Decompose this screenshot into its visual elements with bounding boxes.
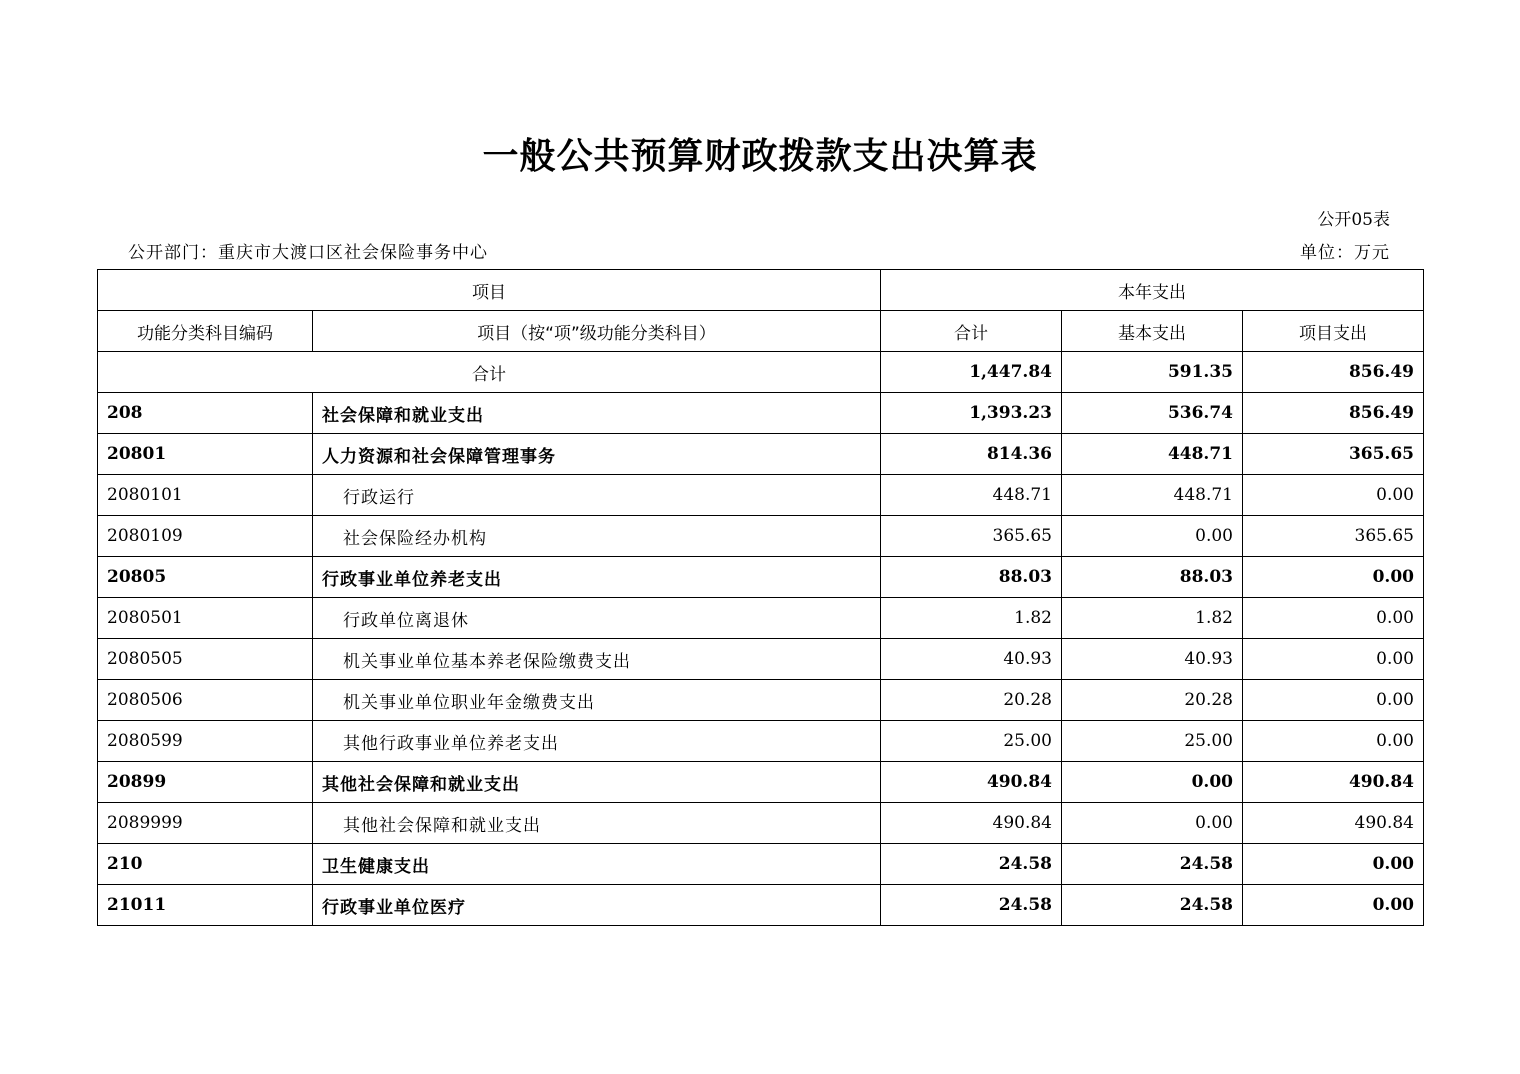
- row-total: 1,393.23: [881, 393, 1062, 434]
- row-project: 0.00: [1243, 680, 1424, 721]
- table-row: [98, 844, 1424, 885]
- row-total: 25.00: [881, 721, 1062, 762]
- row-item-name: 机关事业单位职业年金缴费支出: [313, 680, 881, 721]
- table-row: [98, 393, 1424, 434]
- row-project: 0.00: [1243, 557, 1424, 598]
- row-project: 490.84: [1243, 803, 1424, 844]
- row-code: 2080506: [98, 680, 313, 721]
- total-row-project: 856.49: [1243, 352, 1424, 393]
- row-total: 88.03: [881, 557, 1062, 598]
- row-item-name: 人力资源和社会保障管理事务: [313, 434, 881, 475]
- header-basic: 基本支出: [1062, 311, 1243, 352]
- table-row: [98, 680, 1424, 721]
- total-row-total: 1,447.84: [881, 352, 1062, 393]
- table-row: [98, 762, 1424, 803]
- table-row: [98, 557, 1424, 598]
- row-item-name: 行政事业单位养老支出: [313, 557, 881, 598]
- header-item-group: 项目: [98, 270, 881, 311]
- row-code: 2080599: [98, 721, 313, 762]
- total-row: [98, 352, 1424, 393]
- table-row: [98, 721, 1424, 762]
- row-item-name: 其他行政事业单位养老支出: [313, 721, 881, 762]
- row-project: 0.00: [1243, 721, 1424, 762]
- table-row: [98, 885, 1424, 926]
- row-basic: 40.93: [1062, 639, 1243, 680]
- row-basic: 536.74: [1062, 393, 1243, 434]
- table-row: [98, 516, 1424, 557]
- row-code: 208: [98, 393, 313, 434]
- row-total: 1.82: [881, 598, 1062, 639]
- table-number: 公开05表: [1317, 210, 1390, 230]
- row-code: 2080501: [98, 598, 313, 639]
- header-total: 合计: [881, 311, 1062, 352]
- header-project: 项目支出: [1243, 311, 1424, 352]
- header-code: 功能分类科目编码: [98, 311, 313, 352]
- row-basic: 25.00: [1062, 721, 1243, 762]
- row-code: 210: [98, 844, 313, 885]
- total-row-basic: 591.35: [1062, 352, 1243, 393]
- row-total: 490.84: [881, 762, 1062, 803]
- row-total: 814.36: [881, 434, 1062, 475]
- row-project: 490.84: [1243, 762, 1424, 803]
- row-code: 21011: [98, 885, 313, 926]
- header-current-year-group: 本年支出: [881, 270, 1424, 311]
- row-code: 2080101: [98, 475, 313, 516]
- row-item-name: 机关事业单位基本养老保险缴费支出: [313, 639, 881, 680]
- row-basic: 448.71: [1062, 475, 1243, 516]
- table-row: [98, 598, 1424, 639]
- row-project: 0.00: [1243, 885, 1424, 926]
- table-row: [98, 639, 1424, 680]
- expenditure-table: [97, 269, 1424, 926]
- row-item-name: 行政单位离退休: [313, 598, 881, 639]
- row-project: 856.49: [1243, 393, 1424, 434]
- table-row: [98, 434, 1424, 475]
- row-basic: 448.71: [1062, 434, 1243, 475]
- row-total: 490.84: [881, 803, 1062, 844]
- row-code: 2089999: [98, 803, 313, 844]
- row-total: 365.65: [881, 516, 1062, 557]
- row-item-name: 其他社会保障和就业支出: [313, 803, 881, 844]
- table-row: [98, 475, 1424, 516]
- row-basic: 0.00: [1062, 762, 1243, 803]
- row-total: 24.58: [881, 885, 1062, 926]
- total-row-label: 合计: [98, 352, 881, 393]
- row-project: 365.65: [1243, 434, 1424, 475]
- unit-label: 单位：万元: [1300, 243, 1390, 263]
- row-project: 0.00: [1243, 639, 1424, 680]
- department-label: 公开部门：重庆市大渡口区社会保险事务中心: [128, 243, 488, 263]
- row-code: 20801: [98, 434, 313, 475]
- page-title: 一般公共预算财政拨款支出决算表: [482, 136, 1038, 177]
- row-basic: 88.03: [1062, 557, 1243, 598]
- row-basic: 0.00: [1062, 516, 1243, 557]
- row-item-name: 其他社会保障和就业支出: [313, 762, 881, 803]
- row-project: 0.00: [1243, 598, 1424, 639]
- row-item-name: 社会保险经办机构: [313, 516, 881, 557]
- row-basic: 1.82: [1062, 598, 1243, 639]
- row-item-name: 行政运行: [313, 475, 881, 516]
- row-code: 2080109: [98, 516, 313, 557]
- row-basic: 24.58: [1062, 885, 1243, 926]
- header-item-name: 项目（按“项”级功能分类科目）: [313, 311, 881, 352]
- row-item-name: 卫生健康支出: [313, 844, 881, 885]
- row-code: 2080505: [98, 639, 313, 680]
- row-code: 20899: [98, 762, 313, 803]
- table-row: [98, 803, 1424, 844]
- row-code: 20805: [98, 557, 313, 598]
- row-total: 20.28: [881, 680, 1062, 721]
- row-basic: 24.58: [1062, 844, 1243, 885]
- row-project: 0.00: [1243, 475, 1424, 516]
- row-item-name: 行政事业单位医疗: [313, 885, 881, 926]
- row-basic: 0.00: [1062, 803, 1243, 844]
- row-total: 40.93: [881, 639, 1062, 680]
- row-item-name: 社会保障和就业支出: [313, 393, 881, 434]
- row-project: 0.00: [1243, 844, 1424, 885]
- row-project: 365.65: [1243, 516, 1424, 557]
- row-total: 24.58: [881, 844, 1062, 885]
- row-basic: 20.28: [1062, 680, 1243, 721]
- row-total: 448.71: [881, 475, 1062, 516]
